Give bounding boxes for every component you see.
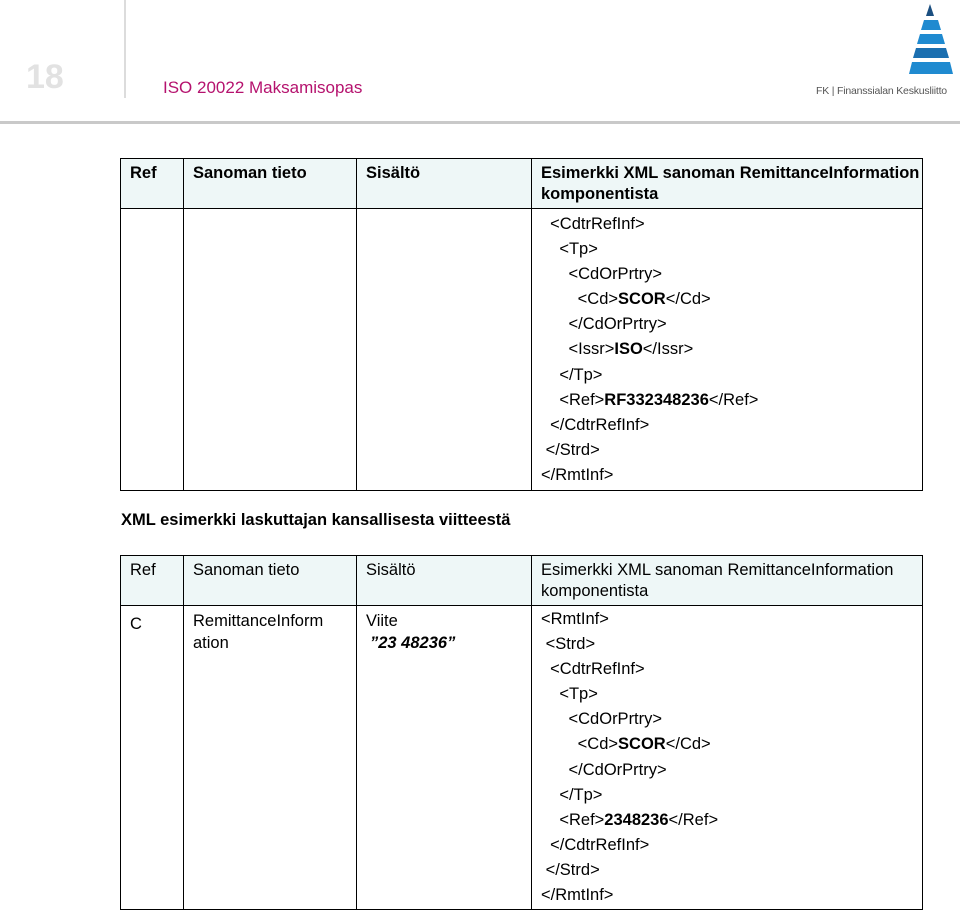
xml-code-line bbox=[541, 413, 922, 438]
content-cell bbox=[357, 209, 532, 491]
field-cell bbox=[184, 606, 357, 910]
table-header-row bbox=[121, 556, 923, 606]
xml-tag-text: </RmtInf> bbox=[541, 886, 614, 905]
xml-code-line bbox=[541, 212, 922, 237]
xml-tag-text: </CdOrPrtry> bbox=[541, 315, 667, 334]
col-header-field: Sanoman tieto bbox=[184, 556, 357, 606]
xml-code-line bbox=[541, 632, 922, 657]
xml-value-text: SCOR bbox=[618, 290, 666, 309]
col-header-field: Sanoman tieto bbox=[184, 159, 357, 209]
xml-value-text: ISO bbox=[614, 340, 643, 359]
xml-code-block bbox=[541, 212, 922, 488]
xml-tag-text: <Ref> bbox=[541, 810, 605, 829]
xml-code-line bbox=[541, 657, 922, 682]
xml-value-text: 2348236 bbox=[604, 810, 669, 829]
xml-tag-text: <Tp> bbox=[541, 240, 598, 259]
xml-closing-tag-text: </Ref> bbox=[668, 810, 719, 829]
xml-tag-text: </Strd> bbox=[541, 440, 600, 459]
field-name-line2: ation bbox=[193, 634, 229, 652]
fk-logo bbox=[808, 0, 960, 104]
xml-tag-text: <Strd> bbox=[541, 635, 596, 654]
xml-code-line bbox=[541, 438, 922, 463]
col-header-content: Sisältö bbox=[357, 556, 532, 606]
xml-tag-text: </Tp> bbox=[541, 785, 603, 804]
xml-tag-text: <Tp> bbox=[541, 685, 598, 704]
col-header-example: Esimerkki XML sanoman RemittanceInformation komponentista bbox=[532, 556, 923, 606]
xml-code-line bbox=[541, 732, 922, 757]
xml-tag-text: <CdOrPrtry> bbox=[541, 710, 663, 729]
xml-code-cell bbox=[532, 606, 923, 910]
xml-tag-text: <Issr> bbox=[541, 340, 615, 359]
xml-value-text: SCOR bbox=[618, 735, 666, 754]
xml-code-line bbox=[541, 858, 922, 883]
xml-code-line bbox=[541, 463, 922, 488]
section-heading: XML esimerkki laskuttajan kansallisesta viitteestä bbox=[121, 511, 511, 529]
field-cell bbox=[184, 209, 357, 491]
col-header-example: Esimerkki XML sanoman RemittanceInformation komponentista bbox=[532, 159, 923, 209]
xml-code-line bbox=[541, 312, 922, 337]
xml-code-line bbox=[541, 363, 922, 388]
xml-tag-text: </CdtrRefInf> bbox=[541, 835, 650, 854]
xml-code-line bbox=[541, 262, 922, 287]
xml-tag-text: <Cd> bbox=[541, 290, 619, 309]
xml-tag-text: <CdtrRefInf> bbox=[541, 660, 645, 679]
xml-closing-tag-text: </Cd> bbox=[665, 290, 711, 309]
xml-tag-text: <Cd> bbox=[541, 735, 619, 754]
table-row bbox=[121, 606, 923, 910]
xml-tag-text: </CdOrPrtry> bbox=[541, 760, 667, 779]
xml-code-line bbox=[541, 287, 922, 312]
xml-closing-tag-text: </Cd> bbox=[665, 735, 711, 754]
xml-code-line bbox=[541, 833, 922, 858]
xml-code-line bbox=[541, 758, 922, 783]
xml-code-line bbox=[541, 337, 922, 362]
xml-tag-text: <CdtrRefInf> bbox=[541, 215, 645, 233]
xml-value-text: RF332348236 bbox=[604, 390, 709, 409]
reference-value: ”23 48236” bbox=[370, 634, 456, 652]
col-header-ref: Ref bbox=[121, 556, 184, 606]
xml-tag-text: <Ref> bbox=[541, 390, 605, 409]
xml-code-line bbox=[541, 808, 922, 833]
xml-closing-tag-text: </Ref> bbox=[708, 390, 759, 409]
header-divider bbox=[124, 0, 126, 98]
xml-tag-text: </Strd> bbox=[541, 860, 600, 879]
xml-tag-text: <CdOrPrtry> bbox=[541, 265, 663, 284]
xml-code-line bbox=[541, 237, 922, 262]
ref-cell bbox=[121, 209, 184, 491]
header-rule bbox=[0, 121, 960, 124]
xml-code-line bbox=[541, 682, 922, 707]
xml-tag-text: <RmtInf> bbox=[541, 610, 609, 628]
page-number: 18 bbox=[26, 58, 64, 96]
col-header-content: Sisältö bbox=[357, 159, 532, 209]
xml-code-line bbox=[541, 707, 922, 732]
document-title: ISO 20022 Maksamisopas bbox=[163, 78, 363, 97]
content-cell bbox=[357, 606, 532, 910]
xml-tag-text: </CdtrRefInf> bbox=[541, 415, 650, 434]
xml-tag-text: </Tp> bbox=[541, 365, 603, 384]
xml-code-line bbox=[541, 607, 922, 632]
col-header-ref: Ref bbox=[121, 159, 184, 209]
content-label: Viite bbox=[366, 612, 398, 630]
xml-code-line bbox=[541, 388, 922, 413]
table-header-row bbox=[121, 159, 923, 209]
logo-text: FK | Finanssialan Keskusliitto bbox=[816, 85, 947, 97]
xml-code-line bbox=[541, 783, 922, 808]
xml-closing-tag-text: </Issr> bbox=[642, 340, 694, 359]
table-row bbox=[121, 209, 923, 491]
xml-example-table-1 bbox=[120, 158, 923, 491]
xml-example-table-2 bbox=[120, 555, 923, 910]
xml-tag-text: </RmtInf> bbox=[541, 465, 614, 484]
ref-cell: C bbox=[121, 606, 184, 910]
fk-logo-mark bbox=[900, 2, 960, 82]
xml-code-cell bbox=[532, 209, 923, 491]
xml-code-line bbox=[541, 883, 922, 908]
xml-code-block bbox=[541, 607, 922, 908]
field-name-line1: RemittanceInform bbox=[193, 612, 324, 630]
